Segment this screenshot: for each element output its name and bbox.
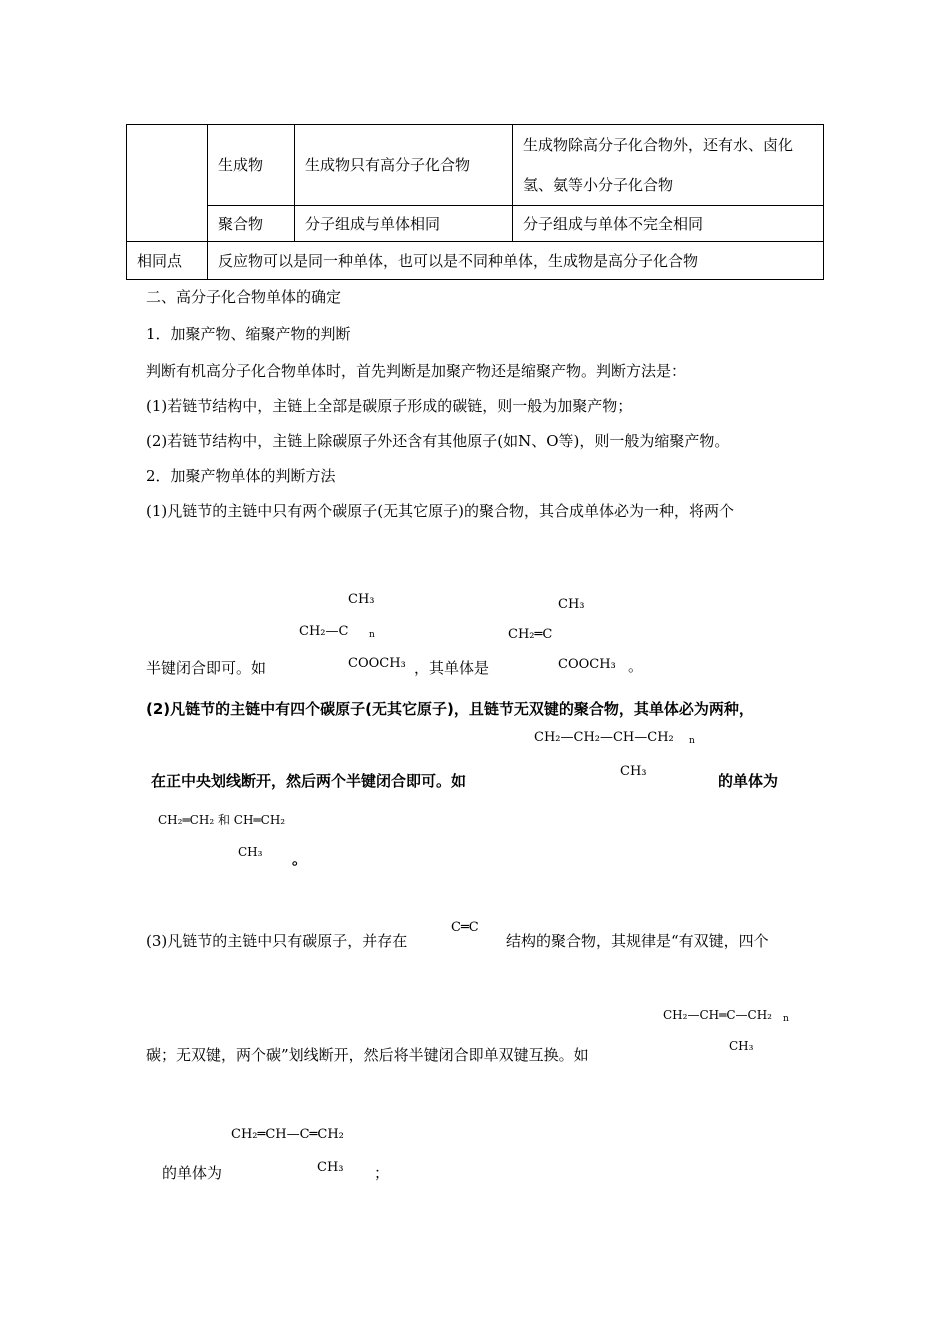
paragraph: (1)若链节结构中，主链上全部是碳原子形成的碳链，则一般为加聚产物； [146,397,633,415]
ester-group: COOCH₃ [558,657,616,672]
paragraph-end: 。 [628,657,644,675]
cc-double-bond: C═C [451,920,479,935]
table-cell-empty [127,125,208,242]
paragraph-end: 的单体为 [718,772,779,790]
paragraph-start: 在正中央划线断开，然后两个半键闭合即可。如 [151,772,467,790]
table-cell-common: 反应物可以是同一种单体，也可以是不同种单体，生成物是高分子化合物 [208,242,824,280]
paragraph-mid: ，其单体是 [414,659,490,677]
repeat-n: n [369,630,375,640]
paragraph-start: 的单体为 [162,1164,223,1182]
polymer-chain: CH₂—CH═C—CH₂ [663,1008,772,1022]
monomer-chain: CH₂═CH₂ 和 CH═CH₂ [158,813,286,827]
repeat-n: n [689,736,695,746]
table-cell-condensation: 分子组成与单体不完全相同 [513,206,824,242]
polymer-chain: CH₂—C [299,624,349,639]
monomer-chain: CH₂═C [508,627,553,642]
paragraph-end: 。 [292,850,308,868]
methyl-group: CH₃ [558,597,585,612]
subheading: 2．加聚产物单体的判断方法 [146,467,336,485]
section-heading: 二、高分子化合物单体的确定 [146,288,342,306]
paragraph-end: ； [374,1164,390,1182]
table-row [127,242,824,280]
table-cell-label: 相同点 [127,242,208,280]
paragraph: 判断有机高分子化合物单体时，首先判断是加聚产物还是缩聚产物。判断方法是： [146,362,687,380]
monomer-chain: CH₂═CH—C═CH₂ [231,1127,344,1142]
methyl-group: CH₃ [238,845,263,859]
paragraph: (1)凡链节的主链中只有两个碳原子(无其它原子)的聚合物，其合成单体必为一种，将两个 [146,502,734,520]
table-row [127,125,824,206]
polymer-chain: CH₂—CH₂—CH—CH₂ [534,730,674,745]
paragraph: (2)若链节结构中，主链上除碳原子外还含有其他原子(如N、O等)，则一般为缩聚产物。 [146,432,730,450]
repeat-n: n [783,1014,789,1024]
paragraph-start: 半键闭合即可。如 [146,659,267,677]
table-cell-condensation: 生成物除高分子化合物外，还有水、卤化氢、氨等小分子化合物 [513,125,824,206]
comparison-table [126,124,824,280]
subheading: 1．加聚产物、缩聚产物的判断 [146,325,351,343]
methyl-group: CH₃ [729,1039,754,1053]
paragraph-start: (3)凡链节的主链中只有碳原子，并存在 [146,932,408,950]
methyl-group: CH₃ [620,764,647,779]
table-cell-label: 生成物 [208,125,295,206]
paragraph: (2)凡链节的主链中有四个碳原子(无其它原子)，且链节无双键的聚合物，其单体必为两种， [146,700,754,718]
table-cell-addition: 生成物只有高分子化合物 [295,125,513,206]
methyl-group: CH₃ [348,592,375,607]
ester-group: COOCH₃ [348,656,406,671]
table-cell-label: 聚合物 [208,206,295,242]
methyl-group: CH₃ [317,1160,344,1175]
table-cell-addition: 分子组成与单体相同 [295,206,513,242]
paragraph: 碳；无双键，两个碳”划线断开，然后将半键闭合即单双键互换。如 [146,1046,589,1064]
table-row [127,206,824,242]
paragraph-end: 结构的聚合物，其规律是“有双键，四个 [506,932,769,950]
